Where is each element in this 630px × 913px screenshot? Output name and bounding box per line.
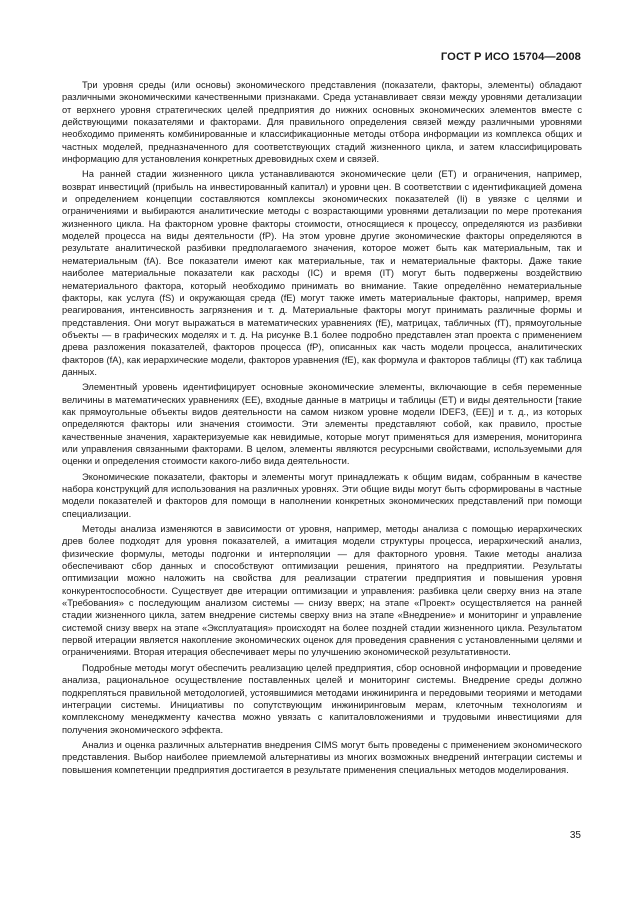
paragraph-3: Элементный уровень идентифицирует основные экономические элементы, включающие в себя переменные величины в математических уравнениях (EE), входные данные в матрицы и таблицы (ET) и виды деятельности [такие как прямоугольные объекты видов деятельности на самом низком уровне модели IDEF3, (EE)] и т. д., из которых определяются факторы или значения стоимости. Эти элементы представляют собой, как правило, простые качественные значения, характеризуемые как невидимые, которые могут применяться для измерения, мониторинга или управления связанными факторами. В целом, элементы являются ресурсными свойствами, используемыми для оценки и определения стоимости какого-либо вида деятельности. (62, 382, 582, 467)
paragraph-5: Методы анализа изменяются в зависимости от уровня, например, методы анализа с помощью иерархических древ более подходят для уровня показателей, а имитация модели структуры процесса, иерархический анализ, физические формулы, методы подгонки и интерполяции — для факторного уровня. Такие методы анализа обеспечивают сбор данных и способствуют оптимизации решения, принятого на предприятии. Результаты оптимизации можно наложить на свойства для реализации стратегии предприятия и повышения уровня конкурентоспособности. Существует две итерации оптимизации и управления: разбивка цели сверху вниз на этапе «Требования» с последующим анализом системы — снизу вверх; на этапе «Проект» осуществляется на ранней стадии жизненного цикла, затем внедрение системы сверху вниз на этапе «Внедрение» и мониторинг и управление системой снизу вверх на этапе «Эксплуатация» происходят на более поздней стадии жизненного цикла. Результатом первой итерации является накопление экономических оценок для проведения сравнения с установленными целями и ограничениями. Вторая итерация обеспечивает меры по улучшению экономической результативности. (62, 524, 582, 658)
paragraph-1: Три уровня среды (или основы) экономического представления (показатели, факторы, элементы) обладают различными экономическими качественными признаками. Среда устанавливает связи между уровнями детализации от верхнего уровня стратегических целей предприятия до нижних основных экономических элементов вместе с действующими показателями и факторами. Для правильного определения связей между различными уровнями необходимо применять комбинированные и классификационные методы отбора информации из комплекса общих и частных моделей, предназначенного для соответствующих стадий жизненного цикла, и затем классифицировать информацию для установления конкретных древовидных схем и связей. (62, 80, 582, 165)
document-body (62, 79, 582, 776)
document-header: ГОСТ Р ИСО 15704—2008 (440, 51, 581, 63)
paragraph-2: На ранней стадии жизненного цикла устанавливаются экономические цели (ЕТ) и ограничения, например, возврат инвестиций (прибыль на инвестированный капитал) и уровни цен. В соответствии с идентификацией домена и определением концепции составляются комплексы экономических показателей (Ii) в увязке с целями и ограничениями и выбираются аналитические методы с возрастающими уровнями детализации по мере протекания жизненного цикла. На факторном уровне факторы стоимости, относящиеся к процессу, определяются из разбивки моделей процесса на виды деятельности (fP). На этом уровне другие экономические факторы определяются в результате аналитической разбивки предполагаемого значения, которое может быть как материальным, так и нематериальным (fA). Все показатели имеют как материальные, так и нематериальные факторы. Даже такие наиболее материальные показатели как расходы (IC) и время (IT) могут быть подвержены воздействию нематериального фактора, который необходимо принимать во внимание. Такие определённо нематериальные факторы, как услуга (fS) и окружающая среда (fE) могут также иметь материальные факторы, например, время реагирования, интенсивность загрязнения и т. д. Материальные факторы могут принимать различные формы и представления. Они могут выражаться в математических уравнениях (fE), матрицах, табличных (fT), прямоугольные объекты — в графических моделях и т. д. На рисунке В.1 более подробно представлен этап проекта с применением древа разложения показателей, факторов процесса (fP), описанных как часть модели процесса, аналитических факторов (fA), как иерархические модели, факторов уравнения (fE), как формула и факторов таблицы (fT) как таблица данных. (62, 169, 582, 377)
page-number: 35 (569, 830, 581, 841)
paragraph-6: Подробные методы могут обеспечить реализацию целей предприятия, сбор основной информации и проведение анализа, рациональное осуществление поставленных целей и мониторинг системы. Внедрение среды должно подкрепляться правильной методологией, устоявшимися методами инжиниринга и передовыми теориями и методами интеграции системы. Инициативы по сопутствующим инжиниринговым мерам, клеточным технологиям и комплексному менеджменту качества можно увязать с капиталовложениями и трудовыми инвестициями для получения экономического эффекта. (62, 662, 582, 735)
paragraph-7: Анализ и оценка различных альтернатив внедрения CIMS могут быть проведены с применением экономического представления. Выбор наиболее приемлемой альтернативы из многих возможных внедрений интеграции системы и повышения компетенции предприятия достигается в результате применения специальных методов моделирования. (62, 739, 582, 775)
paragraph-4: Экономические показатели, факторы и элементы могут принадлежать к общим видам, собранным в качестве набора конструкций для использования на различных уровнях. Эти общие виды могут быть сформированы в частные модели показателей и факторов для помощи в наполнении конкретных экономических представлений при помощи специализации. (62, 471, 582, 519)
